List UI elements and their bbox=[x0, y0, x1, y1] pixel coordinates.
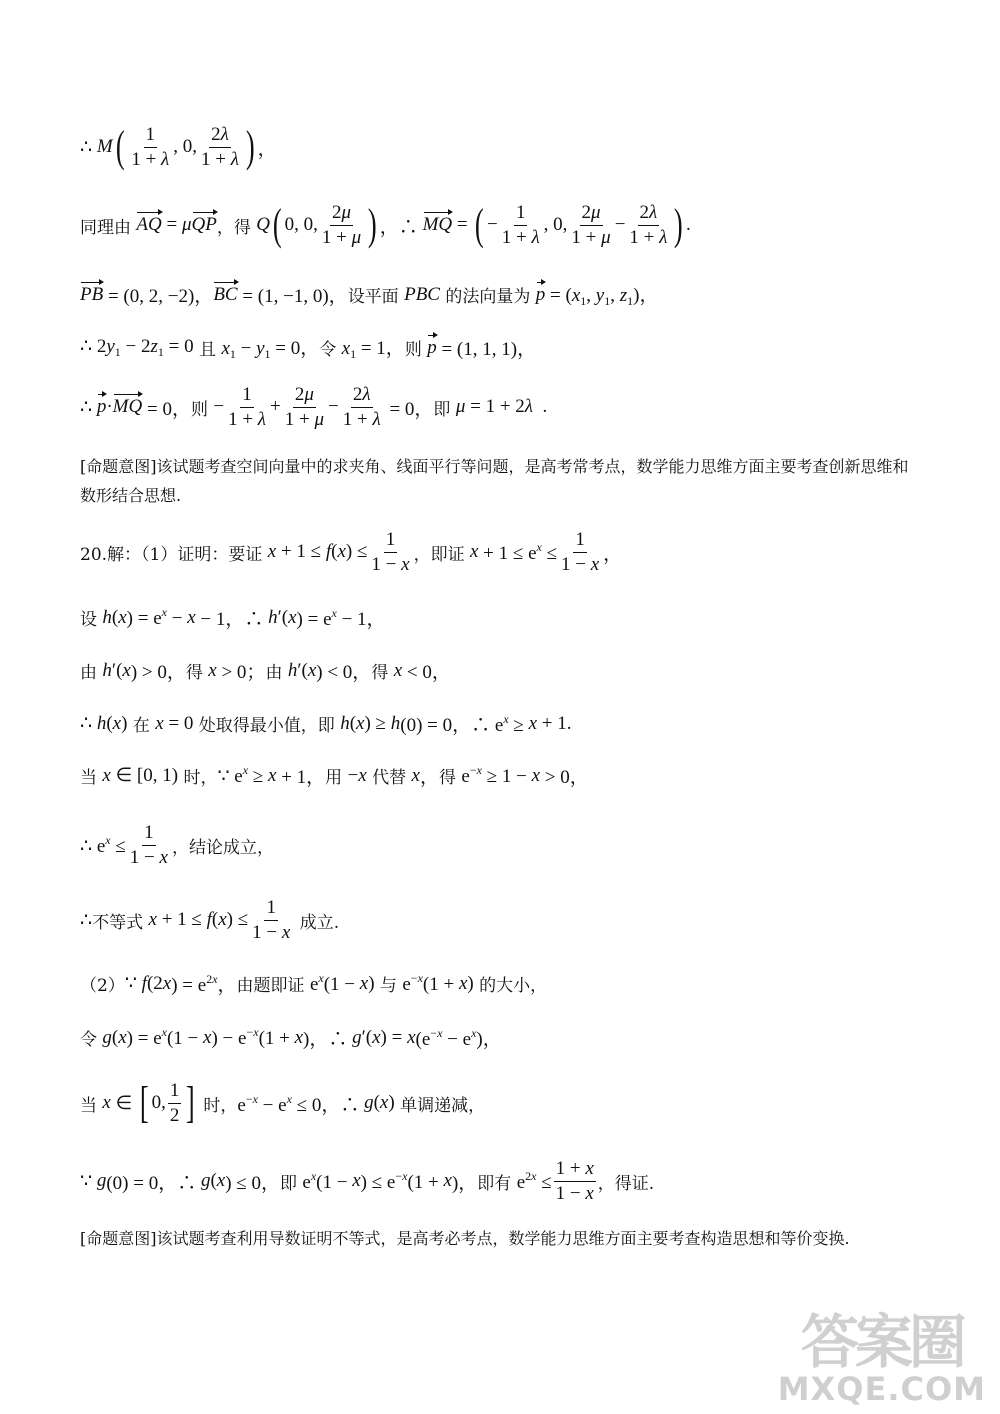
p20-line-8: （2） ∵ f (2 x ) = $e^{2x}$， 由题即证 $e^x(1$ − x ) 与 $e^{-x}(1$ + x ) 的大小， bbox=[80, 971, 548, 996]
watermark bbox=[777, 1308, 986, 1408]
p20-line-3: 由 h ′( x ) > 0， 得 x > 0； 由 h ′( x ) < 0， 得 x < 0， bbox=[80, 659, 451, 683]
p20-line-9: 令 g ( x ) = $e^x(1$ − x ) − $e^{-x}(1$ + x )，∴ g ′( x ) = x $(e^{-x} - e^x)$， bbox=[80, 1025, 502, 1050]
math-line-q-point: 同理由 AQ = μ QP ，得 Q ( 0, 0, $\frac{2\mu}{1 + \mu}$ ) ，∴ MQ = ( − $\frac{1}{1 + \lambda}$ , 0, $\frac{2\mu}{1 + \mu}$ − $\frac{2\lambda}{1 + \lambda}$ ) . bbox=[80, 200, 691, 250]
p20-line-6: ∴ $e^x$ ≤ $\frac{1}{1 - x}$ ，结论成立， bbox=[80, 822, 274, 868]
p20-line-11: ∵ g (0) = 0，∴ g ( x ) ≤ 0， 即 $e^x(1$ − x ) ≤ $e^{-x}(1$ + x )， 即有 $e^{2x}$ ≤ $\frac{1 + x}{1 - x}$ ，得证. bbox=[80, 1158, 655, 1204]
p20-line-5: 当 x ∈ [0, 1) 时， ∵ $e^x$ ≥ x + 1， 用 − x 代替 x ， 得 $e^{-x} \ge 1$ − x > 0， bbox=[80, 763, 589, 788]
watermark-logo: 答案圈 bbox=[800, 1308, 963, 1376]
intent-note-20: [命题意图]该试题考查利用导数证明不等式，是高考必考点，数学能力思维方面主要考查构造思想和等价变换. bbox=[80, 1229, 850, 1248]
math-line-mu-relation: ∴ p · MQ = 0， 则 − $\frac{1}{1 + \lambda}$ + $\frac{2\mu}{1 + \mu}$ − $\frac{2\lambda}{1 + \lambda}$ = 0， 即 μ = 1 + 2 λ . bbox=[80, 384, 548, 430]
math-line-pb-bc: PB = (0, 2, −2)， BC = (1, −1, 0)， 设平面 PBC 的法向量为 p = ($x_1$, $y_1$, $z_1$)， bbox=[80, 283, 659, 308]
watermark-url: MXQE.COM bbox=[777, 1370, 986, 1408]
p20-line-1: 20.解：（1）证明：要证 x + 1 ≤ f ( x ) ≤ $\frac{1}{1 - x}$ ，即证 x + $1 \le e^x$ ≤ $\frac{1}{1 - x}$ ， bbox=[80, 529, 623, 575]
p20-line-2: 设 h ( x ) = $e^x$ − x − 1，∴ h ′( x ) = $e^x - 1$， bbox=[80, 605, 386, 630]
math-line-m-point: ∴ M ( $\frac{1}{1 + \lambda}$ , 0, $\frac{2\lambda}{1 + \lambda}$ ) ， bbox=[80, 122, 277, 172]
p20-line-7: ∴ 不等式 x + 1 ≤ f ( x ) ≤ $\frac{1}{1 - x}$ 成立. bbox=[80, 897, 340, 943]
p20-line-4: ∴ h ( x ) 在 x = 0 处取得最小值，即 h ( x ) ≥ h (0) = 0，∴ $e^x$ ≥ x + 1. bbox=[80, 712, 572, 736]
intent-note-19: [命题意图]该试题考查空间向量中的求夹角、线面平行等问题，是高考常考点，数学能力思维方面主要考查创新思维和数形结合思想. bbox=[80, 457, 909, 505]
p20-line-10: 当 x ∈ [ 0, $\frac{1}{2}$ ] 时， $e^{-x} - e^x \le 0$，∴ g ( x ) 单调递减， bbox=[80, 1078, 486, 1128]
math-line-normal-vector: ∴ $2y_1 - 2z_1 = 0$ 且 $x_1 - y_1 = 0$， 令 $x_1 = 1$， 则 p = (1, 1, 1)， bbox=[80, 336, 537, 361]
